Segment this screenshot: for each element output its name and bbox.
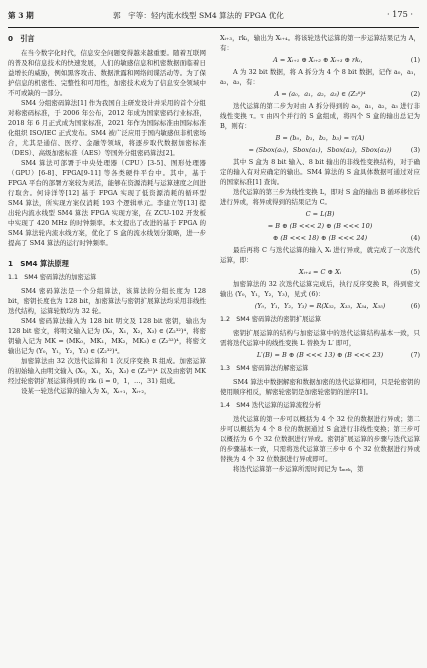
paragraph: 迭代运算的第二步为对由 A 拆分得到的 a₀，a₁，a₂，a₃ 进行非线性变换 τ。τ 由四个并行的 S 盒组成，将四个 S 盒的输出总记为 B，则有： <box>220 102 420 130</box>
page-header <box>8 8 419 24</box>
equation-6: (Y₀，Y₁，Y₂，Y₃) = R(X₃₂，X₃₃，X₃₄，X₃₅) (6) <box>254 302 420 310</box>
paragraph: 迭代运算的第一步可以概括为 4 个 32 位的数据进行异或；第二步可以概括为 4 个 8 位的数据通过 S 盒进行非线性变换；第三步可以概括为 6 个 32 位数据进行异或。密钥扩展运算的步骤与迭代运算的步骤基本一致，只需将迭代运算第三步中 6 个 32 位数据进行异或替换为 4 个 32 位数据进行异或即可。 <box>220 415 420 463</box>
paragraph: 设某一轮迭代运算的输入为 Xᵢ，Xᵢ₊₁，Xᵢ₊₂， <box>21 387 151 395</box>
equation-5: Xᵢ₊₄ = C ⊕ Xᵢ (5) <box>298 268 420 276</box>
paragraph: 加密算法的 32 次迭代运算完成后，执行反序变换 R，得到密文输出 (Y₀，Y₁，Y₂，Y₃)，见式 (6)： <box>220 280 420 298</box>
equation-2: A = (a₀，a₁，a₂，a₃) ∈ (Z₂⁸)⁴ (2) <box>274 90 420 98</box>
subsection-heading: 1.4 SM4 迭代运算的运算流程分析 <box>220 402 322 409</box>
equation-7: L′(B) = B ⊕ (B <<< 13) ⊕ (B <<< 23) (7) <box>256 351 420 359</box>
paragraph: SM4 分组密码算法[1] 作为我国自主研发设计并采用的首个分组对称密码标准，于 2006 年公布，2012 年成为国家密码行业标准，2018 年 6 月正式成为国家标准，2021 年作为国际标准由国际标准化组织 ISO/IEC 正式发布。SM4 被广泛应用于国内敏感但非机密场合，尤其是通信、医疗、金融等领域，将逐步取代数据加密标准（DES）、高级加密标准（AES）等国外分组密码算法[2]。 <box>8 99 206 157</box>
equation-number: (6) <box>410 302 420 310</box>
section-heading-introduction: 0 引言 <box>8 34 35 43</box>
paragraph: 最后再将 C 与迭代运算的输入 Xᵢ 进行异或，就完成了一次迭代运算，即： <box>220 246 420 264</box>
subsection-heading: 1.3 SM4 密码算法的解密运算 <box>220 365 309 372</box>
equation-3b: = (Sbox(a₀)，Sbox(a₁)，Sbox(a₂)，Sbox(a₃)) (3) <box>248 146 420 154</box>
paragraph: 密钥扩展运算的结构与加密运算中的迭代运算结构基本一致，只需将迭代运算中的线性变换 L 替换为 L′ 即可， <box>220 329 420 347</box>
paragraph: 其中 S 盒为 8 bit 输入、8 bit 输出的非线性变换结构，对于确定的输入有对应确定的输出。SM4 算法的 S 盒具体数据可通过对应的国家标准[1] 查询。 <box>220 158 420 186</box>
page-number: · 175 · <box>386 9 413 19</box>
paragraph: 在当今数字化时代，信息安全问题变得越来越重要。随着互联网的普及和信息技术的快速发展，人们的敏感信息和机密数据面临着日益增长的威胁，例如黑客攻击、数据泄露和网络间谍活动等。为了保护信息的机密性、完整性和可用性，加密技术成为了信息安全领域中不可或缺的一部分。 <box>8 49 206 97</box>
subsection-heading: 1.1 SM4 密码算法的加密运算 <box>8 274 97 281</box>
equation-number: (2) <box>410 90 420 98</box>
paragraph: 加密算法由 32 次迭代运算和 1 次反序变换 R 组成。加密运算的初始输入由明文输入 (X₀，X₁，X₂，X₃) ∈ (Z₂³²)⁴ 以及由密钥 MK 经过轮密钥扩展运算得到的 rkᵢ (i = 0，1，…，31) 组成。 <box>8 357 206 385</box>
equation-1: A = Xᵢ₊₁ ⊕ Xᵢ₊₂ ⊕ Xᵢ₊₃ ⊕ rkᵢ， (1) <box>273 56 420 64</box>
paragraph: SM4 算法中数据解密和数据加密的迭代运算相同，只是轮密钥的使用顺序相反，解密轮密钥是加密轮密钥的逆序[1]。 <box>220 378 420 396</box>
right-column <box>220 33 420 474</box>
equation-number: (3) <box>410 146 420 154</box>
left-column <box>8 33 206 396</box>
header-rule <box>8 27 419 28</box>
running-title: 郭 宇等：轻内流水线型 SM4 算法的 FPGA 优化 <box>113 11 284 20</box>
equation-3a: B = (b₀，b₁，b₂，b₃) = τ(A) <box>275 134 365 142</box>
equation-4c: ⊕ (B <<< 18) ⊕ (B <<< 24) (4) <box>272 234 420 242</box>
paragraph: A 为 32 bit 数据，将 A 拆分为 4 个 8 bit 数据，记作 a₀，a₁，a₂，a₃，有： <box>220 68 420 86</box>
issue-number: 第 3 期 <box>8 11 34 20</box>
equation-number: (7) <box>410 351 420 359</box>
section-heading-sm4-principle: 1 SM4 算法原理 <box>8 259 69 268</box>
paragraph: 迭代运算的第三步为线性变换 L，即对 S 盒的输出 B 循环移位后进行异或，将异或得到的结果记为 C。 <box>220 188 420 206</box>
paragraph: SM4 密码算法输入为 128 bit 明文及 128 bit 密钥，输出为 128 bit 密文，将明文输入记为 (X₀，X₁，X₂，X₃) ∈ (Z₂³²)⁴，将密钥输入记为 MK = (MK₀，MK₁，MK₂，MK₃) ∈ (Z₂³²)⁴，将密文输出记为 (Y₀，Y₁，Y₂，Y₃) ∈ (Z₂³²)⁴。 <box>8 317 206 355</box>
paragraph: Xᵢ₊₃，rkᵢ，输出为 Xᵢ₊₄。将该轮迭代运算的第一步运算结果记为 A，有： <box>220 34 420 52</box>
equation-4b: = B ⊕ (B <<< 2) ⊕ (B <<< 10) <box>267 222 373 230</box>
paragraph: SM4 算法可部署于中央处理器（CPU）[3-5]、图形处理器（GPU）[6-8]、FPGA[9-11] 等各类硬件平台中。其中，基于 FPGA 平台的部署方案较为灵活，能够在资源消耗与运算速度之间进行取舍。何诗洋等[12] 基于 FPGA 实现了低资源消耗的循环型 SM4 算法，所实现方案仅消耗 193 个逻辑单元。李建立等[13] 提出轮内流水线型 SM4 算法 FPGA 实现方案，在 ZCU-102 开发板中实现了 420 MHz 的时钟频率。本文提出了改进的基于 FPGA 的 SM4 算法轮内流水线方案，优化了 S 盒的流水线划分策略，进一步提高了 SM4 算法的运行时钟频率。 <box>8 159 206 247</box>
subsection-heading: 1.2 SM4 密码算法的密钥扩展运算 <box>220 316 322 323</box>
paragraph: SM4 密码算法是一个分组算法，该算法的分组长度为 128 bit，密钥长度也为 128 bit，加密算法与密钥扩展算法均采用非线性迭代结构，运算轮数均为 32 轮。 <box>8 287 206 315</box>
equation-number: (4) <box>410 234 420 242</box>
equation-number: (1) <box>410 56 420 64</box>
equation-4a: C = L(B) <box>305 210 335 218</box>
equation-number: (5) <box>410 268 420 276</box>
paragraph: 将迭代运算第一步运算所需时间记为 tₘₑₖ，第 <box>233 465 364 473</box>
